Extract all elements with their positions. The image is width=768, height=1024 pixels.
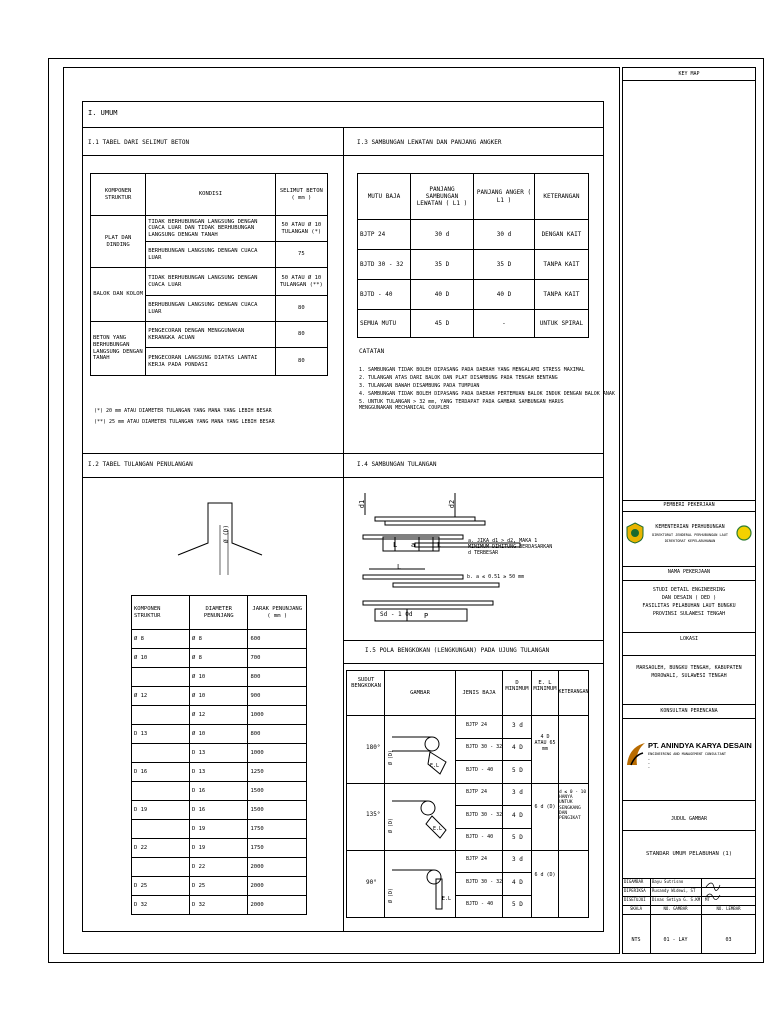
table-cell: TIDAK BERHUBUNGAN LANGSUNG DENGAN CUACA LUAR [146,268,276,296]
table-cell [132,744,190,763]
table-cell: D 19 [132,801,190,820]
table-cell: 5 D [512,767,523,774]
konsultan-sub: ENGINEERING AND MANAGEMENT CONSULTANT [648,752,726,756]
table-cell: BJTP 24 [466,722,488,728]
col-header: D MINIMUM [505,680,529,693]
table-cell: 80 [275,296,327,322]
table-cell: D 32 [132,896,190,915]
konsultan-name: PT. ANINDYA KARYA DESAIN [648,741,752,750]
table-cell: 900 [248,687,307,706]
col-header: JARAK PENUNJANG ( mm ) [248,596,307,630]
table-cell: DENGAN KAIT [534,220,588,250]
nama-line: FASILITAS PELABUHAN LAUT BUNGKU [642,603,736,609]
table-cell: 600 [248,630,307,649]
el-label: E.L [442,896,452,902]
table-cell: D 19 [189,839,248,858]
hook-diameter-label: Ø (D) [388,749,394,765]
no-gambar-value: 01 - LAY [663,937,688,943]
table-cell: D 16 [189,782,248,801]
judul-gambar: STANDAR UMUM PELABUHAN (1) [645,851,733,857]
table-cell: Ø 10 [189,668,248,687]
table-cell: BJTD - 40 [466,901,494,907]
el-label: E.L [430,763,440,769]
table-cell: 4 D ATAU 65 mm [534,734,556,752]
pemberi-sub: DIREKTORAT KEPELABUHANAN [664,539,716,543]
catatan-item: 4. SAMBUNGAN TIDAK BOLEH DIPASANG PADA DAERAH PERTEMUAN BALOK INDUK DENGAN BALOK ANAK [359,391,615,397]
col-header: KETERANGAN [558,689,589,695]
table-cell: Ø 8 [132,630,190,649]
lokasi-line: MOROWALI, SULAWESI TENGAH [651,673,727,679]
table-cell: TIDAK BERHUBUNGAN LANGSUNG DENGAN CUACA LUAR DAN TIDAK BERHUBUNGAN LANGSUNG DENGAN TANAH [146,216,276,242]
konsultan-title: KONSULTAN PERENCANA [660,708,718,714]
table-cell: Ø 10 [189,725,248,744]
el-label: E.L [433,826,443,832]
l-label: L [393,541,398,549]
table-cell: 700 [248,649,307,668]
table-cell: d ≤ 0 - 10 HANYA UNTUK SENGKANG DAN PENGIKAT [559,790,587,821]
col-header: KETERANGAN [534,174,588,220]
section-umum-title: I. UMUM [88,109,118,117]
anindya-logo [625,741,647,767]
table-cell: 50 ATAU Ø 10 TULANGAN (*) [275,216,327,242]
konsultan-address: … [648,765,650,769]
table-cell: 800 [248,668,307,687]
catatan-item: 2. TULANGAN ATAS DARI BALOK DAN PLAT DISAMBUNG PADA TENGAH BENTANG [359,375,558,381]
hook-diameter-label: Ø (D) [388,817,394,833]
table-cell: 1000 [248,706,307,725]
sign-role: DISETUJUI [624,897,646,902]
table-cell: 2000 [248,858,307,877]
nama-line: PROVINSI SULAWESI TENGAH [652,611,726,617]
table-cell: 800 [248,725,307,744]
footer-header: SKALA [629,906,643,911]
table-cell: BJTD 30 - 32 [358,250,411,280]
selimut-note: (*) 20 mm ATAU DIAMETER TULANGAN YANG MANA YANG LEBIH BESAR [94,408,272,414]
table-cell: 3 d [512,789,523,796]
table-cell: 3 d [512,722,523,729]
table-cell: 50 ATAU Ø 10 TULANGAN (**) [275,268,327,296]
table-cell: 4 D [512,744,523,751]
pemberi-title: PEMBERI PEKERJAAN [663,502,715,508]
table-cell: BJTP 24 [466,856,488,862]
hook-diameter-label: Ø (D) [388,887,394,903]
table-cell: D 25 [132,877,190,896]
sign-role: DIPERIKSA [624,888,646,893]
table-cell: 30 d [410,220,473,250]
table-cell: 2000 [248,896,307,915]
konsultan-address: … [648,757,650,761]
table-cell: PENGECORAN LANGSUNG DIATAS LANTAI KERJA PADA PONDASI [146,348,276,376]
table-cell: Ø 8 [189,649,248,668]
table-cell: 35 D [474,250,535,280]
a-label: a [411,541,416,549]
col-header: DIAMETER PENUNJANG [189,596,248,630]
table-cell: BJTP 24 [466,789,488,795]
table-cell: Ø 10 [132,649,190,668]
table-cell: 180° [366,744,381,751]
l-label-2: L [437,541,442,549]
col-header: E. L MINIMUM [533,680,557,693]
catatan-title: CATATAN [359,348,385,355]
selimut-note: (**) 25 mm ATAU DIAMETER TULANGAN YANG MANA YANG LEBIH BESAR [94,419,275,425]
col-header: KOMPONEN STRUKTUR [91,174,146,216]
table-cell: TANPA KAIT [534,250,588,280]
table-cell: D 19 [189,820,248,839]
table-cell: 4 D [512,879,523,886]
sign-name: Dinas Setiya G. S.KM, MT [652,897,710,902]
col-header: JENIS BAJA [462,690,496,696]
table-cell: BERHUBUNGAN LANGSUNG DENGAN CUACA LUAR [146,296,276,322]
table-cell: 35 D [410,250,473,280]
section-1-3-title: I.3 SAMBUNGAN LEWATAN DAN PANJANG ANGKER [357,139,502,146]
table-cell: 135° [366,811,381,818]
table-cell: 40 D [474,280,535,310]
hook-135-diagram [388,786,452,848]
col-header: SELIMUT BETON ( mm ) [275,174,327,216]
table-cell: 5 D [512,901,523,908]
table-cell: D 32 [189,896,248,915]
penunjang-diameter-label: Ø (D) [223,524,230,543]
table-cell [132,668,190,687]
table-cell: 1250 [248,763,307,782]
footer-header: NO. LEMBAR [716,906,741,911]
skala-value: NTS [631,937,641,943]
footer-header: NO. GAMBAR [663,906,688,911]
selimut-table [90,173,328,376]
l-label-3: L [397,563,402,571]
table-cell: 80 [275,322,327,348]
table-cell: BJTD - 40 [466,767,494,773]
table-cell: 6 d (D) [534,872,556,878]
table-cell: 80 [275,348,327,376]
table-cell: 4 D [512,812,523,819]
table-cell: BJTD - 40 [358,280,411,310]
lokasi-line: MARSAOLEH, BUNGKU TENGAH, KABUPATEN [636,665,742,671]
catatan-item: 1. SAMBUNGAN TIDAK BOLEH DIPASANG PADA DAERAH YANG MENGALAMI STRESS MAXIMAL [359,367,585,373]
table-cell: 1750 [248,820,307,839]
section-1-1-title: I.1 TABEL DARI SELIMUT BETON [88,139,190,146]
table-cell: D 13 [189,763,248,782]
table-cell: Ø 12 [132,687,190,706]
table-cell: 30 d [474,220,535,250]
judul-title: JUDUL GAMBAR [670,816,708,822]
sign-name: Bayu Sutrisno [652,879,684,884]
no-lembar-value: 03 [725,937,732,943]
table-cell: D 22 [132,839,190,858]
table-cell: PENGECORAN DENGAN MENGGUNAKAN KERANGKA ACUAN [146,322,276,348]
table-cell: D 13 [132,725,190,744]
table-cell: 1500 [248,782,307,801]
table-cell: D 16 [132,763,190,782]
col-header: KOMPONEN STRUKTUR [132,596,190,630]
keymap-title: KEY MAP [678,71,700,77]
table-cell: 1500 [248,801,307,820]
table-cell: 40 D [410,280,473,310]
table-cell: BJTP 24 [358,220,411,250]
lewatan-table [357,173,589,338]
section-1-5-title: I.5 POLA BENGKOKAN (LENGKUNGAN) PADA UJUNG TULANGAN [365,647,550,654]
sign-role: DIGAMBAR [624,879,644,884]
table-cell: 75 [275,242,327,268]
sd-label: Sd - 1 0d [380,611,413,618]
kemenhub-logo [626,522,644,544]
table-cell: 6 d (D) [534,804,556,810]
catatan-item: 3. TULANGAN BAWAH DISAMBUNG PADA TUMPUAN [359,383,480,389]
table-cell: Ø 8 [189,630,248,649]
table-cell: D 13 [189,744,248,763]
table-cell: 90° [366,879,377,886]
table-cell: D 16 [189,801,248,820]
table-cell: D 25 [189,877,248,896]
table-cell: - [474,310,535,338]
table-cell: BALOK DAN KOLOM [91,268,146,322]
table-cell: BJTD 30 - 32 [466,879,503,885]
table-cell: D 22 [189,858,248,877]
table-cell: BJTD 30 - 32 [466,744,503,750]
table-cell: SEMUA MUTU [358,310,411,338]
table-cell: BERHUBUNGAN LANGSUNG DENGAN CUACA LUAR [146,242,276,268]
col-header: GAMBAR [410,690,430,696]
tulangan-table [131,595,307,915]
col-header: MUTU BAJA [358,174,411,220]
table-cell: 3 d [512,856,523,863]
table-cell: 45 D [410,310,473,338]
hook-180-diagram [388,718,452,780]
table-cell: 1000 [248,744,307,763]
col-header: PANJANG ANGER ( L1 ) [474,174,535,220]
nama-title: NAMA PEKERJAAN [667,569,711,575]
konsultan-address: … [648,761,650,765]
sign-name: Rusandy Widewi, ST [652,888,696,893]
table-cell [132,782,190,801]
ministry-emblem [736,522,752,544]
d2-label: d2 [448,499,457,509]
table-cell: 5 D [512,834,523,841]
nama-line: STUDI DETAIL ENGINEERING [652,587,726,593]
nama-line: DAN DESAIN ( DED ) [661,595,717,601]
table-cell: 2000 [248,877,307,896]
table-cell: BJTD - 40 [466,834,494,840]
table-cell: Ø 12 [189,706,248,725]
table-cell: UNTUK SPIRAL [534,310,588,338]
table-cell: BJTD 30 - 32 [466,812,503,818]
catatan-item: 5. UNTUK TULANGAN > 32 mm, YANG TERDAPAT PADA GAMBAR SAMBUNGAN HARUS MENGGUNAKAN MECHANICAL COUPLER [359,399,564,411]
table-cell [132,858,190,877]
table-cell [132,706,190,725]
table-cell: BETON YANG BERHUBUNGAN LANGSUNG DENGAN TANAH [91,322,146,376]
d1-label: d1 [358,499,367,509]
section-1-4-title: I.4 SAMBUNGAN TULANGAN [357,461,437,468]
signature [704,879,722,903]
lokasi-title: LOKASI [679,636,699,642]
table-cell: Ø 10 [189,687,248,706]
table-cell: PLAT DAN DINDING [91,216,146,268]
table-cell [132,820,190,839]
hook-90-diagram [388,853,452,915]
table-cell: 1750 [248,839,307,858]
col-header: PANJANG SAMBUNGAN LEWATAN ( L1 ) [410,174,473,220]
pemberi-sub: DIREKTORAT JENDERAL PERHUBUNGAN LAUT [652,533,728,537]
sambungan-note: b. a ≤ 0.51 ≥ 50 mm [467,574,525,580]
pemberi-name: KEMENTERIAN PERHUBUNGAN [655,524,725,530]
col-header: SUDUT BENGKOKAN [351,677,381,690]
col-header: KONDISI [146,174,276,216]
sambungan-note: a. JIKA d1 > d2, MAKA 1 MINIMUM DIHITUNG BERDASARKAN d TERBESAR [468,538,553,556]
p-label: P [424,612,429,620]
section-1-2-title: I.2 TABEL TULANGAN PENULANGAN [88,461,193,468]
table-cell: TANPA KAIT [534,280,588,310]
